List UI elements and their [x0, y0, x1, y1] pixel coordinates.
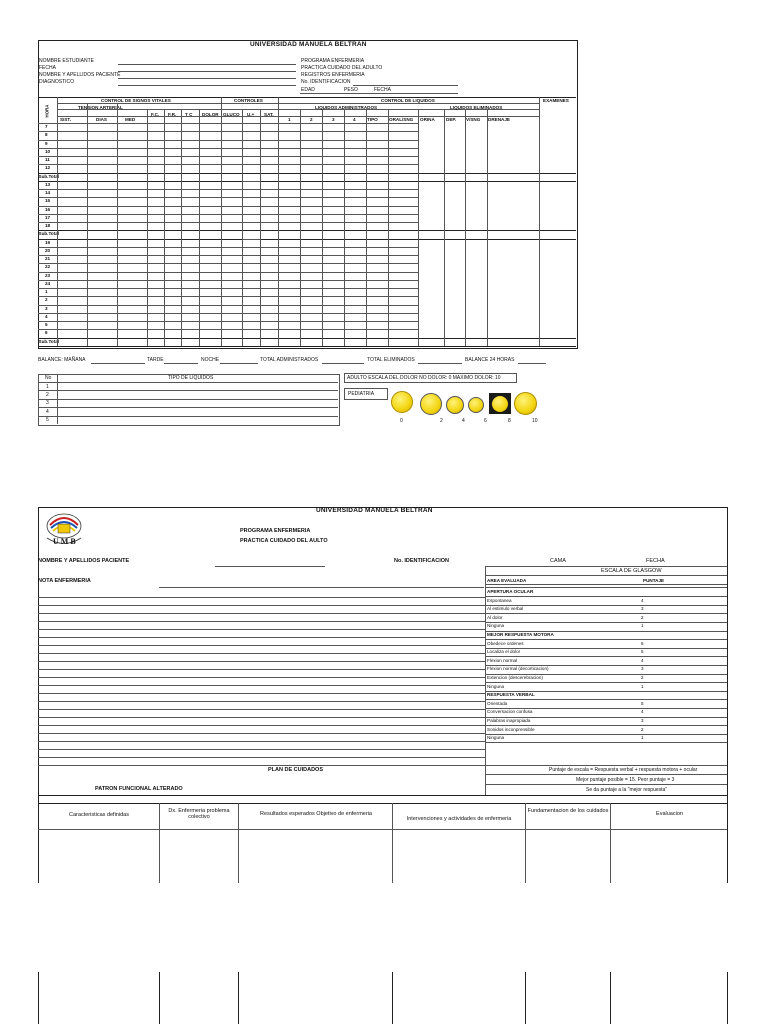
face-2-icon[interactable]: [420, 393, 442, 415]
care-col-line: [610, 803, 611, 883]
grid-row-line: [38, 346, 576, 347]
form2-identificacion: No. IDENTIFICACION: [394, 558, 449, 564]
glasgow-area: AREA EVALUADA: [487, 578, 527, 583]
hour-label-18: 23: [45, 272, 51, 278]
grid-col-line: [117, 103, 118, 346]
glasgow-item: Localiza el dolor: [487, 649, 521, 655]
grid-row-line: [278, 197, 418, 198]
hour-label-26: Sub.Total: [38, 338, 60, 344]
face-label-10: 10: [532, 418, 538, 424]
glasgow-score: 3: [641, 718, 644, 723]
col-sat: SAT.: [264, 112, 274, 117]
nota-line[interactable]: [38, 733, 485, 734]
grid-row-line: [278, 280, 418, 281]
grid-row-line: [242, 239, 260, 240]
nota-line[interactable]: [38, 637, 485, 638]
line-form2-nota[interactable]: [159, 587, 484, 588]
field-edad: EDAD: [301, 87, 315, 93]
glasgow-score: 1: [641, 735, 644, 741]
hour-label-21: 2: [45, 297, 48, 303]
glasgow-score: 1: [641, 683, 644, 689]
field-fecha: FECHA: [39, 65, 56, 71]
nota-line[interactable]: [38, 677, 485, 678]
grid-row-line: [278, 288, 418, 289]
hour-label-14: 19: [45, 239, 51, 245]
grid-row-line: [278, 255, 418, 256]
face-label-4: 4: [462, 418, 465, 424]
balance-total-elim: TOTAL ELIMINADOS: [367, 357, 415, 363]
grid-row-line: [278, 189, 418, 190]
grid-col-line: [366, 109, 367, 346]
glasgow-score: 4: [641, 709, 644, 715]
balance-noche: NOCHE: [201, 357, 220, 363]
grid-row-line: [242, 296, 260, 297]
liquid-row-1: 1: [46, 383, 49, 390]
line-edad-fecha[interactable]: [300, 93, 458, 94]
care-col-line: [159, 803, 160, 883]
glasgow-row-line: [485, 734, 727, 735]
grid-col-line: [278, 97, 279, 346]
care-col-line: [238, 803, 239, 883]
grid-row-line: [242, 305, 260, 306]
grid-row-line: [242, 321, 260, 322]
grid-row-line: [278, 206, 418, 207]
nota-line[interactable]: [38, 757, 485, 758]
col-sist: SIST.: [60, 117, 71, 122]
glasgow-row-line: [485, 622, 727, 623]
form2-programa: PROGRAMA ENFERMERIA: [240, 528, 311, 534]
col-gluco: GLUCO: [223, 112, 240, 117]
grid-col-line: [418, 109, 419, 346]
hour-label-23: 4: [45, 313, 48, 319]
grid-row-line: [242, 131, 260, 132]
grid-row-line: [38, 338, 576, 339]
line-identificacion[interactable]: [353, 85, 458, 86]
liquid-row-3: 3: [46, 400, 49, 407]
field-registros: REGISTROS ENFERMERIA: [301, 72, 365, 78]
line-total-adm[interactable]: [322, 363, 364, 364]
nota-line[interactable]: [38, 709, 485, 710]
field-practica: PRACTICA CUIDADO DEL ADULTO: [301, 65, 383, 71]
header-tension: TENSION ARTERIAL: [78, 105, 123, 110]
liquid-row-line: [38, 399, 338, 400]
line-24h[interactable]: [518, 363, 546, 364]
grid-col-line: [87, 103, 88, 346]
balance-tarde: TARDE: [147, 357, 164, 363]
grid-col-line: [344, 109, 345, 346]
hour-label-5: 12: [45, 165, 51, 171]
header-eliminados: LIQUIDOS ELIMINADOS: [450, 105, 503, 110]
care-col-line: [38, 972, 39, 1024]
grid-row-line: [278, 148, 418, 149]
glasgow-score: 5: [641, 700, 644, 706]
field-nombre-estudiante: NOMBRE ESTUDIANTE: [39, 58, 95, 64]
col-1: 1: [288, 117, 291, 122]
col-orina: ORINA: [420, 117, 435, 122]
field-peso: PESO: [344, 87, 358, 93]
glasgow-row-line: [485, 742, 727, 743]
grid-row-line: [278, 247, 418, 248]
glasgow-row-line: [485, 613, 727, 614]
nota-line[interactable]: [38, 685, 485, 686]
nota-line[interactable]: [38, 701, 485, 702]
pediatria-label: PEDIATRIA: [348, 391, 375, 397]
hour-label-17: 22: [45, 264, 51, 270]
glasgow-section-1: MEJOR RESPUESTA MOTORA: [487, 632, 554, 637]
glasgow-item: Flexion normal: [487, 657, 518, 663]
nota-line[interactable]: [38, 661, 485, 662]
form2-cama: CAMA: [550, 558, 566, 564]
glasgow-item: Al dolor: [487, 614, 503, 620]
glasgow-item: Conversacion confusa: [487, 709, 533, 715]
care-col-dx: Dx. Enfermeria problema colectivo: [168, 808, 230, 820]
hour-label-11: 17: [45, 214, 51, 220]
glasgow-note-2: Mejor puntaje posible = 15. Peor puntaje = 3: [576, 777, 675, 783]
glasgow-title: ESCALA DE GLASGOW: [601, 568, 662, 574]
grid-row-line: [278, 329, 418, 330]
nota-line[interactable]: [38, 629, 485, 630]
liquid-row-4: 4: [46, 408, 49, 415]
grid-row-line: [242, 263, 260, 264]
glasgow-item: Ninguna: [487, 683, 505, 689]
line-noche[interactable]: [220, 363, 258, 364]
grid-row-line: [38, 173, 576, 174]
nota-line[interactable]: [38, 669, 485, 670]
balance-24h: BALANCE 24 HORAS: [465, 357, 515, 363]
header-administrados: LIQUIDOS ADMINISTRADOS: [315, 105, 378, 110]
grid-col-line: [242, 109, 243, 346]
grid-row-line: [38, 239, 576, 240]
liquid-row-line: [38, 416, 338, 417]
face-10-icon[interactable]: [514, 392, 537, 415]
grid-row-line: [278, 305, 418, 306]
col-4: 4: [353, 117, 356, 122]
nota-line[interactable]: [38, 717, 485, 718]
balance-total-adm: TOTAL ADMINISTRADOS: [260, 357, 319, 363]
liquid-row-line: [38, 382, 338, 383]
care-col-caracteristicas: Caracteristicas definidas: [69, 812, 129, 818]
hour-label-4: 11: [45, 157, 50, 163]
line-diagnostico[interactable]: [118, 85, 296, 86]
col-fr: F.R.: [168, 112, 177, 117]
hour-label-22: 3: [45, 305, 48, 311]
glasgow-section-2: RESPUESTA VERBAL: [487, 692, 535, 698]
grid-col-line: [487, 109, 488, 346]
line-tarde[interactable]: [164, 363, 198, 364]
grid-row-line: [242, 206, 260, 207]
glasgow-score: 2: [641, 726, 644, 732]
grid-row-line: [278, 164, 418, 165]
header-liquidos: CONTROL DE LIQUIDOS: [381, 98, 435, 103]
grid-row-line: [278, 263, 418, 264]
hour-label-2: 9: [45, 140, 48, 146]
grid-col-line: [260, 109, 261, 346]
liquid-row-line: [38, 407, 338, 408]
glasgow-item: Ninguna: [487, 623, 505, 629]
line-fecha[interactable]: [118, 71, 296, 72]
grid-row-line: [242, 222, 260, 223]
col-tipo: TIPO: [367, 117, 378, 122]
line-estudiante[interactable]: [118, 64, 296, 65]
col-vsng: V/SNG: [466, 117, 481, 122]
hour-label-24: 5: [45, 322, 48, 328]
hour-label-0: 7: [45, 124, 48, 130]
grid-row-line: [242, 123, 260, 124]
col-drenaje: DRENAJE: [488, 117, 510, 122]
line-paciente[interactable]: [118, 78, 296, 79]
form2-fecha: FECHA: [646, 558, 665, 564]
glasgow-score: 3: [641, 606, 644, 612]
col-u: U.+: [247, 112, 255, 117]
grid-col-line: [388, 109, 389, 346]
glasgow-row-line: [485, 656, 727, 657]
grid-row-line: [242, 181, 260, 182]
grid-col-line: [147, 109, 148, 346]
care-col-line: [610, 972, 611, 1024]
nota-line[interactable]: [38, 613, 485, 614]
nota-line[interactable]: [38, 605, 485, 606]
line-total-elim[interactable]: [418, 363, 462, 364]
field-identificacion: No. IDENTIFICACION: [301, 79, 351, 85]
col-med: MED: [125, 117, 136, 122]
care-col-resultados: Resultados esperados Objetivo de enfermeria: [260, 811, 372, 817]
grid-row-line: [242, 247, 260, 248]
care-col-line: [525, 972, 526, 1024]
grid-col-line: [221, 97, 222, 346]
umb-logo-text: UMB: [53, 537, 78, 546]
grid-col-line: [322, 109, 323, 346]
grid-row-line: [242, 197, 260, 198]
header-examenes: EXAMENES: [543, 98, 569, 103]
liquid-row-2: 2: [46, 391, 49, 398]
hour-label-10: 16: [45, 206, 51, 212]
form2-nota: NOTA ENFERMERIA: [38, 578, 91, 584]
col-2: 2: [310, 117, 313, 122]
glasgow-item: Flexion normal (decorticacion): [487, 666, 549, 672]
face-label-0: 0: [400, 418, 403, 424]
grid-row-line: [38, 230, 576, 231]
hour-label-12: 18: [45, 223, 51, 229]
nota-line[interactable]: [38, 645, 485, 646]
grid-row-line: [278, 313, 418, 314]
care-col-line: [727, 972, 728, 1024]
grid-row-line: [242, 189, 260, 190]
header-signos: CONTROL DE SIGNOS VITALES: [101, 98, 171, 103]
grid-row-line: [242, 156, 260, 157]
grid-row-line: [278, 131, 418, 132]
glasgow-score: 2: [641, 675, 644, 680]
hour-label-9: 15: [45, 198, 51, 204]
face-4-icon[interactable]: [446, 396, 464, 414]
field-programa: PROGRAMA ENFERMERIA: [301, 58, 365, 64]
glasgow-score: 4: [641, 597, 644, 603]
patron-funcional: PATRON FUNCIONAL ALTERADO: [95, 786, 183, 792]
care-col-fundamentacion: Fundamentacion de los cuidados: [527, 808, 609, 814]
glasgow-score: 6: [641, 640, 644, 646]
grid-row-line: [278, 214, 418, 215]
glasgow-row-line: [485, 699, 727, 700]
hour-label-1: 8: [45, 132, 48, 138]
nota-line[interactable]: [38, 653, 485, 654]
grid-col-line: [444, 109, 445, 346]
care-col-line: [392, 972, 393, 1024]
nota-line[interactable]: [38, 741, 485, 742]
face-label-6: 6: [484, 418, 487, 424]
nota-line[interactable]: [38, 693, 485, 694]
glasgow-item: Extencion (descerebracion): [487, 675, 543, 680]
grid-row-line: [242, 313, 260, 314]
hour-label-16: 21: [45, 256, 51, 262]
grid-col-line: [300, 109, 301, 346]
face-0-icon[interactable]: [391, 391, 413, 413]
grid-row-line: [242, 140, 260, 141]
care-col-line: [525, 803, 526, 883]
grid-col-line: [181, 109, 182, 346]
pain-scale-label: ADULTO ESCALA DEL DOLOR NO DOLOR: 0 MAXIMO DOLOR: 10: [347, 375, 501, 381]
form1-title: UNIVERSIDAD MANUELA BELTRAN: [250, 41, 367, 48]
glasgow-score: 5: [641, 649, 644, 655]
hour-label-7: 13: [45, 181, 51, 187]
grid-row-line: [278, 296, 418, 297]
grid-row-line: [242, 280, 260, 281]
glasgow-item: Obedece ordenes: [487, 640, 524, 646]
glasgow-note-3: Se da puntaje a la "mejor respuesta": [586, 787, 668, 793]
header-controles: CONTROLES: [234, 98, 263, 103]
col-oral: ORAL/SNG: [389, 117, 414, 122]
care-col-line: [392, 803, 393, 883]
grid-row-line: [242, 329, 260, 330]
glasgow-score: 2: [641, 614, 644, 620]
care-col-line: [238, 972, 239, 1024]
grid-row-line: [38, 181, 576, 182]
glasgow-score: 4: [641, 657, 644, 663]
field-diagnostico: DIAGNOSTICO: [39, 79, 75, 85]
glasgow-item: Palabras inapropiada: [487, 718, 531, 723]
glasgow-score: 3: [641, 666, 644, 672]
grid-col-line: [164, 109, 165, 346]
face-8-inner: [492, 396, 508, 412]
nota-line[interactable]: [38, 621, 485, 622]
face-label-2: 2: [440, 418, 443, 424]
liquid-row-5: 5: [46, 417, 49, 424]
hour-label-15: 20: [45, 247, 51, 253]
care-col-evaluacion: Evaluacion: [656, 811, 683, 817]
grid-row-line: [278, 156, 418, 157]
glasgow-item: Ninguna: [487, 735, 505, 741]
grid-row-line: [242, 255, 260, 256]
col-dias: DIAS: [96, 117, 107, 122]
grid-col-line: [465, 109, 466, 346]
hour-label-8: 14: [45, 190, 51, 196]
grid-row-line: [278, 222, 418, 223]
grid-row-line: [242, 214, 260, 215]
col-3: 3: [332, 117, 335, 122]
hour-label-19: 24: [45, 280, 51, 286]
liquid-row-line: [38, 390, 338, 391]
grid-row-line: [278, 123, 418, 124]
glasgow-score: 1: [641, 623, 644, 629]
grid-col-line: [199, 109, 200, 346]
field-nombre-paciente: NOMBRE Y APELLIDOS PACIENTE: [39, 72, 121, 78]
col-tc: T C: [185, 112, 193, 117]
glasgow-item: Espontanea: [487, 597, 512, 603]
glasgow-note-1: Puntaje de escala = Respuesta verbal + respuesta motora + ocular: [549, 767, 698, 773]
grid-row-line: [278, 321, 418, 322]
form2-title: UNIVERSIDAD MANUELA BELTRAN: [316, 507, 433, 514]
hour-label-6: Sub.Total: [38, 173, 60, 179]
grid-row-line: [242, 272, 260, 273]
line-manana[interactable]: [91, 363, 145, 364]
hour-label-20: 1: [45, 289, 48, 295]
glasgow-row-line: [485, 648, 727, 649]
grid-row-line: [278, 272, 418, 273]
line-form2-nombre[interactable]: [215, 566, 325, 567]
glasgow-puntaje: PUNTAJE: [643, 578, 665, 583]
nota-line[interactable]: [38, 725, 485, 726]
balance-manana: BALANCE: MAÑANA: [38, 357, 86, 363]
glasgow-item: Sonidos inconprensible: [487, 726, 535, 732]
grid-row-line: [278, 140, 418, 141]
care-col-intervenciones: Intervenciones y actividades de enfermeria: [406, 816, 512, 822]
form2-practica: PRACTICA CUIDADO DEL AULTO: [240, 538, 328, 544]
hour-label-13: Sub.Total: [38, 231, 60, 237]
liquids-tipo: TIPO DE LIQUIDOS: [168, 375, 214, 381]
grid-row-line: [242, 164, 260, 165]
grid-col-line: [539, 97, 540, 346]
grid-col-line: [57, 97, 58, 346]
col-dolor: DOLOR: [202, 112, 219, 117]
glasgow-section-0: APERTURA OCULAR: [487, 589, 534, 594]
nota-line[interactable]: [38, 749, 485, 750]
glasgow-item: Orientada: [487, 700, 508, 706]
form2-nombre: NOMBRE Y APELLIDOS PACIENTE: [38, 558, 130, 564]
nota-line[interactable]: [38, 597, 485, 598]
plan-cuidados: PLAN DE CUIDADOS: [268, 767, 324, 773]
label-hora: HORA: [44, 104, 50, 118]
field-fecha2: FECHA: [374, 87, 391, 93]
glasgow-row-line: [485, 596, 727, 597]
liquids-no: No: [45, 375, 52, 381]
grid-row-line: [242, 148, 260, 149]
grid-row-line: [242, 288, 260, 289]
face-label-8: 8: [508, 418, 511, 424]
col-fc: F.C.: [151, 112, 160, 117]
hour-label-25: 6: [45, 330, 48, 336]
hour-label-3: 10: [45, 148, 51, 154]
care-col-line: [159, 972, 160, 1024]
glasgow-row-line: [485, 682, 727, 683]
col-dep: DEP.: [446, 117, 457, 122]
face-6-icon[interactable]: [468, 397, 484, 413]
glasgow-item: Al estimulo verbal: [487, 606, 524, 612]
